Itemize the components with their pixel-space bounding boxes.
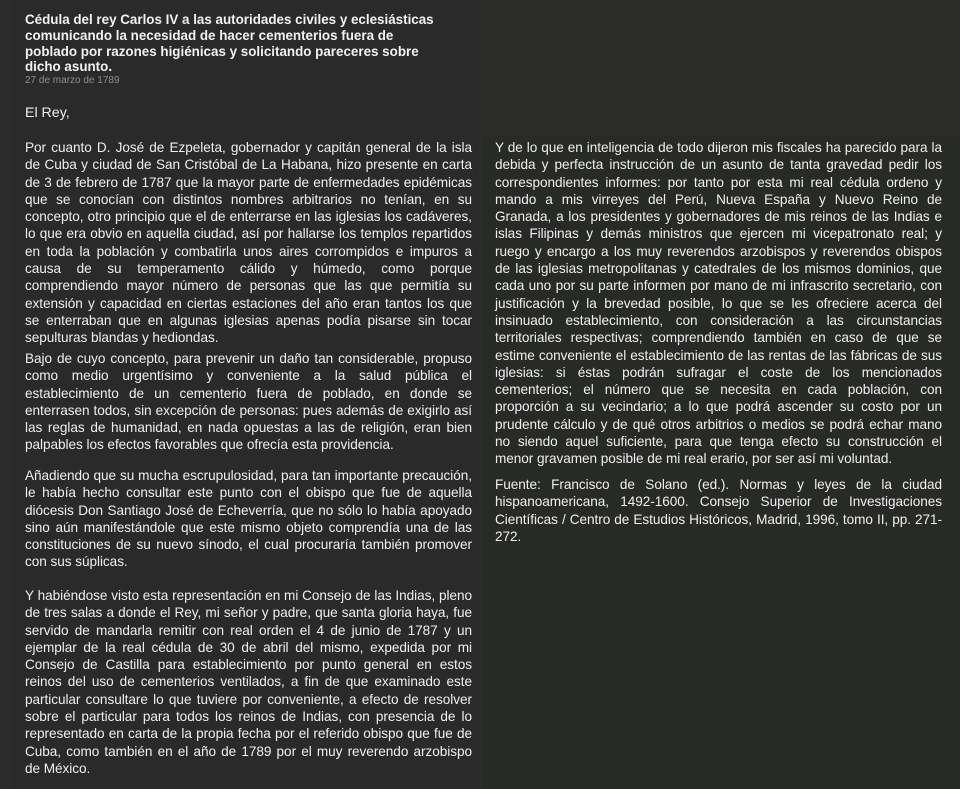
paragraph-5: Y de lo que en inteligencia de todo dijeron mis fiscales ha parecido para la debida y perfecta instrucción de un asunto de tanta gravedad pedir los correspondientes informes: por tanto por esta mi real cédula ordeno y mando a mis virreyes del Perú, Nueva España y Nuevo Reino de Granada, a los presidentes y gobernadores de mis reinos de las Indias e islas Filipinas y demás ministros que ejercen mi vicepatronato real; y ruego y encargo a los muy reverendos arzobispos y reverendos obispos de las iglesias metropolitanas y catedrales de los mismos dominios, que cada uno por su parte informen por mano de mi infrascrito secretario, con justificación y la brevedad posible, lo que se les ofreciere acerca del insinuado establecimiento, con consideración a las circunstancias territoriales respectivas; comprendiendo también en caso de que se estime conveniente el establecimiento de las rentas de las fábricas de sus iglesias: si éstas podrán sufragar el coste de los mencionados cementerios; el número que se necesita en cada población, con proporción a su vecindario; a lo que podrá ascender su costo por un prudente cálculo y de qué otros arbitrios o medios se podrá echar mano no siendo aquel suficiente, para que tenga efecto su construcción el menor gravamen posible de mi real erario, por ser así mi voluntad. — [495, 140, 942, 467]
paragraph-2: Bajo de cuyo concepto, para prevenir un daño tan considerable, propuso como medio urgentísimo y conveniente a la salud pública el establecimiento de un cementerio fuera de poblado, en donde se enterrasen todos, sin excepción de personas: pues además de exigirlo así las reglas de humanidad, en nada opuestas a las de religión, eran bien palpables los efectos favorables que ofrecía esta providencia. — [25, 351, 472, 453]
paragraph-3: Añadiendo que su mucha escrupulosidad, para tan importante precaución, le había hecho consultar este punto con el obispo que fue de aquella diócesis Don Santiago José de Echeverría, que no sólo lo había apoyado sino aún manifestándole que este mismo objeto comprendía una de las constituciones de su nuevo sínodo, el cual procuraría también promover con sus súplicas. — [25, 468, 472, 570]
right-column — [482, 136, 960, 789]
paragraph-1: Por cuanto D. José de Ezpeleta, gobernador y capitán general de la isla de Cuba y ciudad de San Cristóbal de La Habana, hizo presente en carta de 3 de febrero de 1787 que la mayor parte de enfermedades epidémicas que se conocían con distintos nombres arbitrarios no tenían, en su concepto, otro principio que el de enterrarse en las iglesias los cadáveres, lo que era obvio en aquella ciudad, así por hallarse los templos repartidos en toda la población y combatirla unos aires corrompidos e impuros a causa de su temperamento cálido y húmedo, como porque comprendiendo mayor número de personas que las que permitía su extensión y capacidad en ciertas estaciones del año eran tantos los que se enterraban que en algunas iglesias apenas podía pisarse sin tocar sepulturas blandas y hediondas. — [25, 140, 472, 346]
left-column — [11, 0, 479, 789]
source-citation: Fuente: Francisco de Solano (ed.). Normas y leyes de la ciudad hispanoamericana, 1492-1600. Consejo Superior de Investigaciones Científicas / Centro de Estudios Históricos, Madrid, 1996, tomo II, pp. 271-272. — [495, 477, 942, 544]
document-date: 27 de marzo de 1789 — [25, 75, 120, 86]
salutation: El Rey, — [25, 105, 70, 121]
document-title: Cédula del rey Carlos IV a las autoridades civiles y eclesiásticas comunicando la necesidad de hacer cementerios fuera de poblado por razones higiénicas y solicitando pareceres sobre dicho asunto. — [25, 12, 434, 75]
paragraph-4: Y habiéndose visto esta representación en mi Consejo de las Indias, pleno de tres salas a donde el Rey, mi señor y padre, que santa gloria haya, fue servido de mandarla remitir con real orden el 4 de junio de 1787 y un ejemplar de la real cédula de 30 de abril del mismo, expedida por mi Consejo de Castilla para establecimiento por punto general en estos reinos del uso de cementerios ventilados, a fin de que examinado este particular consultare lo que tuviere por conveniente, a efecto de resolver sobre el particular para todos los reinos de Indias, con presencia de lo representado en carta de la propia fecha por el referido obispo que fue de Cuba, como también en el año de 1789 por el muy reverendo arzobispo de México. — [25, 588, 472, 776]
